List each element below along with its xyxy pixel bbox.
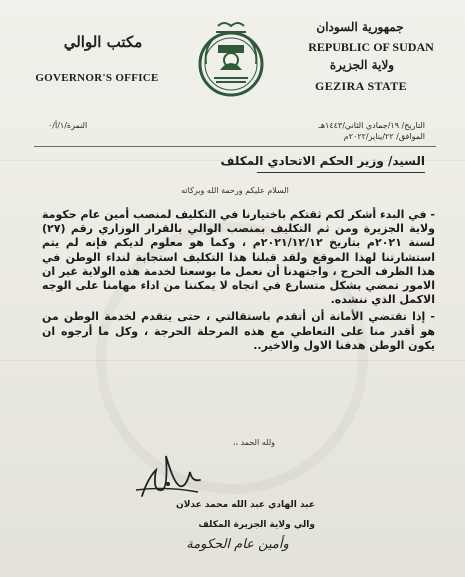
addressee: السيد/ وزير الحكم الاتحادي المكلف [220,154,425,168]
republic-title-english: REPUBLIC OF SUDAN [308,40,434,54]
signer-handwritten-title: وأمين عام الحكومة [186,537,289,552]
date-hijri: التاريخ/ ١٩/جمادي الثاني/١٤٤٣هـ [318,121,425,130]
reference-number: النمرة/١/أ/٠ [48,121,88,130]
body-paragraph: - إذا تقتضي الأمانة أن أتقدم باستقالتي ، حتى يتقدم لخدمة الوطن من هو أقدر منا على التعاطي مع هذه المرحلة الحرجة ، وكل ما أرجوه ان يكون الوطن هدفنا الاول والاخير.. [42,310,435,352]
body-paragraph: - في البدء أشكر لكم ثقتكم باختيارنا في التكليف لمنصب أمين عام حكومة ولاية الجزيرة ومن ثم التكليف بمنصب الوالي بالقرار الوزاري رقم (٢٧) لسنة ٢٠٢١م بتاريخ ٢٠٢١/١٢/١٢م ، وكما هو معلوم لديكم فإنه لم يتم استشارتنا لهذا الموقع ولقد قبلنا هذا التكليف استجابة لنداء الوطن في هذا الظرف الحرج ، واجتهدنا أن نعمل ما بوسعنا لخدمة هذه الولاية غير ان الامور تمضي بشكل متسارع في اتجاه لا يمكننا من اداء مهامنا على الوجه الاكمل الذي ننشده. [42,208,435,307]
state-emblem-logo [196,18,266,100]
salutation: السلام عليكم ورحمة الله وبركاته [181,186,289,195]
date-gregorian: الموافق/ ٢٢/يناير/٢٠٢٢م [343,132,425,141]
letter-body [42,208,435,356]
header-divider [34,146,436,147]
republic-title-arabic: جمهورية السودان [316,20,404,34]
signer-name: عبد الهادي عبد الله محمد عدلان [176,500,315,510]
office-title-english: GOVERNOR'S OFFICE [35,72,159,84]
closing: ولله الحمد ،، [232,438,275,447]
handwritten-signature [128,446,206,506]
office-title-arabic: مكتب الوالي [63,33,143,51]
state-title-arabic: ولاية الجزيرة [329,58,395,72]
addressee-underline [257,172,425,173]
signer-title: والي ولاية الجزيرة المكلف [198,520,315,530]
state-title-english: GEZIRA STATE [314,79,408,93]
